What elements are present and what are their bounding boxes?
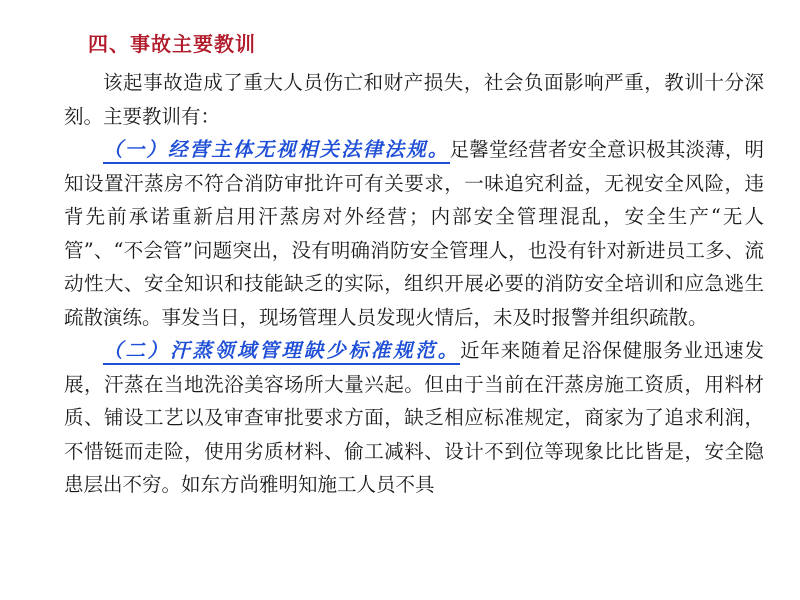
lesson-paragraph-2 <box>64 334 764 502</box>
lesson-1-title: （一）经营主体无视相关法律法规。 <box>103 138 450 164</box>
intro-paragraph: 该起事故造成了重大人员伤亡和财产损失，社会负面影响严重，教训十分深刻。主要教训有： <box>64 71 764 128</box>
section-heading: 四、事故主要教训 <box>88 32 256 56</box>
document-body <box>64 66 764 502</box>
lesson-2-text: 近年来随着足浴保健服务业迅速发展，汗蒸在当地洗浴美容场所大量兴起。但由于当前在汗蒸房施工资质，用料材质、铺设工艺以及审查审批要求方面，缺乏相应标准规定，商家为了追求利润，不惜铤而走险，使用劣质材料、偷工减料、设计不到位等现象比比皆是，安全隐患层出不穷。如东方尚雅明知施工人员不具 <box>64 339 764 496</box>
lesson-1-text: 足馨堂经营者安全意识极其淡薄，明知设置汗蒸房不符合消防审批许可有关要求，一味追究利益，无视安全风险，违背先前承诺重新启用汗蒸房对外经营；内部安全管理混乱，安全生产“无人管”、“不会管”问题突出，没有明确消防安全管理人，也没有针对新进员工多、流动性大、安全知识和技能缺乏的实际，组织开展必要的消防安全培训和应急逃生疏散演练。事发当日，现场管理人员发现火情后，未及时报警并组织疏散。 <box>64 138 764 329</box>
lesson-2-title: （二）汗蒸领域管理缺少标准规范。 <box>103 339 460 365</box>
lesson-paragraph-1 <box>64 133 764 334</box>
